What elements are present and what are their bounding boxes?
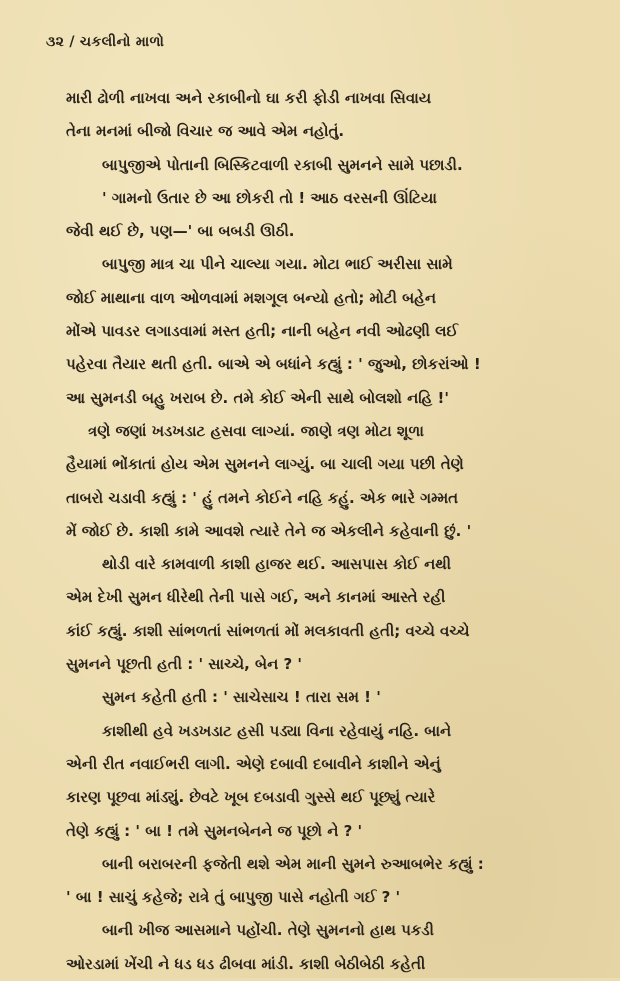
text-line: સુમનને પૂછતી હતી : ' સાચ્ચે, બેન ? ' xyxy=(66,655,303,674)
text-line: મોંએ પાવડર લગાડવામાં મસ્ત હતી; નાની બહેન નવી ઓઢણી લઈ xyxy=(66,322,459,341)
text-line: બાપુજીએ પોતાની બિસ્કિટવાળી રકાબી સુમનને સામે પછાડી. xyxy=(102,155,463,174)
text-line: એની રીત નવાઈભરી લાગી. એણે દબાવી દબાવીને કાશીને એનું xyxy=(66,754,441,773)
text-line: બાપુજી માત્ર ચા પીને ચાલ્યા ગયા. મોટા ભાઈ અરીસા સામે xyxy=(102,255,453,274)
text-line: તેણે કહ્યું : ' બા ! તમે સુમનબેનને જ પૂછો ને ? ' xyxy=(66,821,363,840)
text-line: બાની બરાબરની ફજેતી થશે એમ માની સુમને રુઆબભેર કહ્યું : xyxy=(102,854,484,873)
text-line: ઓરડામાં ખેંચી ને ધડ ધડ ઢીબવા માંડી. કાશી બેઠીબેઠી કહેતી xyxy=(66,954,426,973)
text-line: આ સુમનડી બહુ ખરાબ છે. તમે કોઈ એની સાથે બોલશો નહિ !' xyxy=(66,388,449,407)
text-line: મારી ઢોળી નાખવા અને રકાબીનો ઘા કરી ફોડી નાખવા સિવાય xyxy=(66,89,432,107)
text-line: ' બા ! સાચું કહેજે; રાત્રે તું બાપુજી પાસે નહોતી ગઈ ? ' xyxy=(66,888,401,907)
text-line: પહેરવા તૈયાર થતી હતી. બાએ એ બધાંને કહ્યું : ' જુઓ, છોકરાંઓ ! xyxy=(66,355,481,374)
text-line: કારણ પૂછવા માંડ્યું. છેવટે ખૂબ દબડાવી ગુસ્સે થઈ પૂછ્યું ત્યારે xyxy=(66,788,436,807)
text-line: સુમન કહેતી હતી : ' સાચેસાચ ! તારા સમ ! ' xyxy=(102,688,381,707)
text-line: મેં જોઈ છે. કાશી કામે આવશે ત્યારે તેને જ એકલીને કહેવાની છું. ' xyxy=(66,521,472,540)
text-line: ત્રણે જણાં ખડખડાટ હસવા લાગ્યાં. જાણે ત્રણ મોટા શૂળા xyxy=(88,421,424,440)
text-line: એમ દેખી સુમન ધીરેથી તેની પાસે ગઈ, અને કાનમાં આસ્તે રહી xyxy=(66,588,446,607)
text-line: જેવી થઈ છે, પણ—' બા બબડી ઊઠી. xyxy=(66,222,295,241)
text-line: થોડી વારે કામવાળી કાશી હાજર થઈ. આસપાસ કોઈ નથી xyxy=(102,555,452,574)
text-line: બાની ખીજ આસમાને પહોંચી. તેણે સુમનનો હાથ પકડી xyxy=(102,921,434,940)
text-line: તાબરો ચડાવી કહ્યું : ' હું તમને કોઈને નહિ કહું. એક ભારે ગમ્મત xyxy=(66,488,459,507)
text-line: કાંઈ કહ્યું. કાશી સાંભળતાં સાંભળતાં મોં મલકાવતી હતી; વચ્ચે વચ્ચે xyxy=(66,621,470,640)
body-text xyxy=(66,82,586,981)
text-line: કાશીથી હવે ખડખડાટ હસી પડ્યા વિના રહેવાયું નહિ. બાને xyxy=(102,721,452,740)
running-head: ૩૨ / ચકલીનો માળો xyxy=(46,34,165,50)
text-line: હૈયામાં ભોંકાતાં હોય એમ સુમનને લાગ્યું. બા ચાલી ગયા પછી તેણે xyxy=(66,455,464,474)
text-line: તેના મનમાં બીજો વિચાર જ આવે એમ નહોતું. xyxy=(66,122,345,141)
text-line: જોઈ માથાના વાળ ઓળવામાં મશગૂલ બન્યો હતો; મોટી બહેન xyxy=(66,288,437,307)
text-line: ' ગામનો ઉતાર છે આ છોકરી તો ! આઠ વરસની ઊંટિયા xyxy=(102,188,437,207)
